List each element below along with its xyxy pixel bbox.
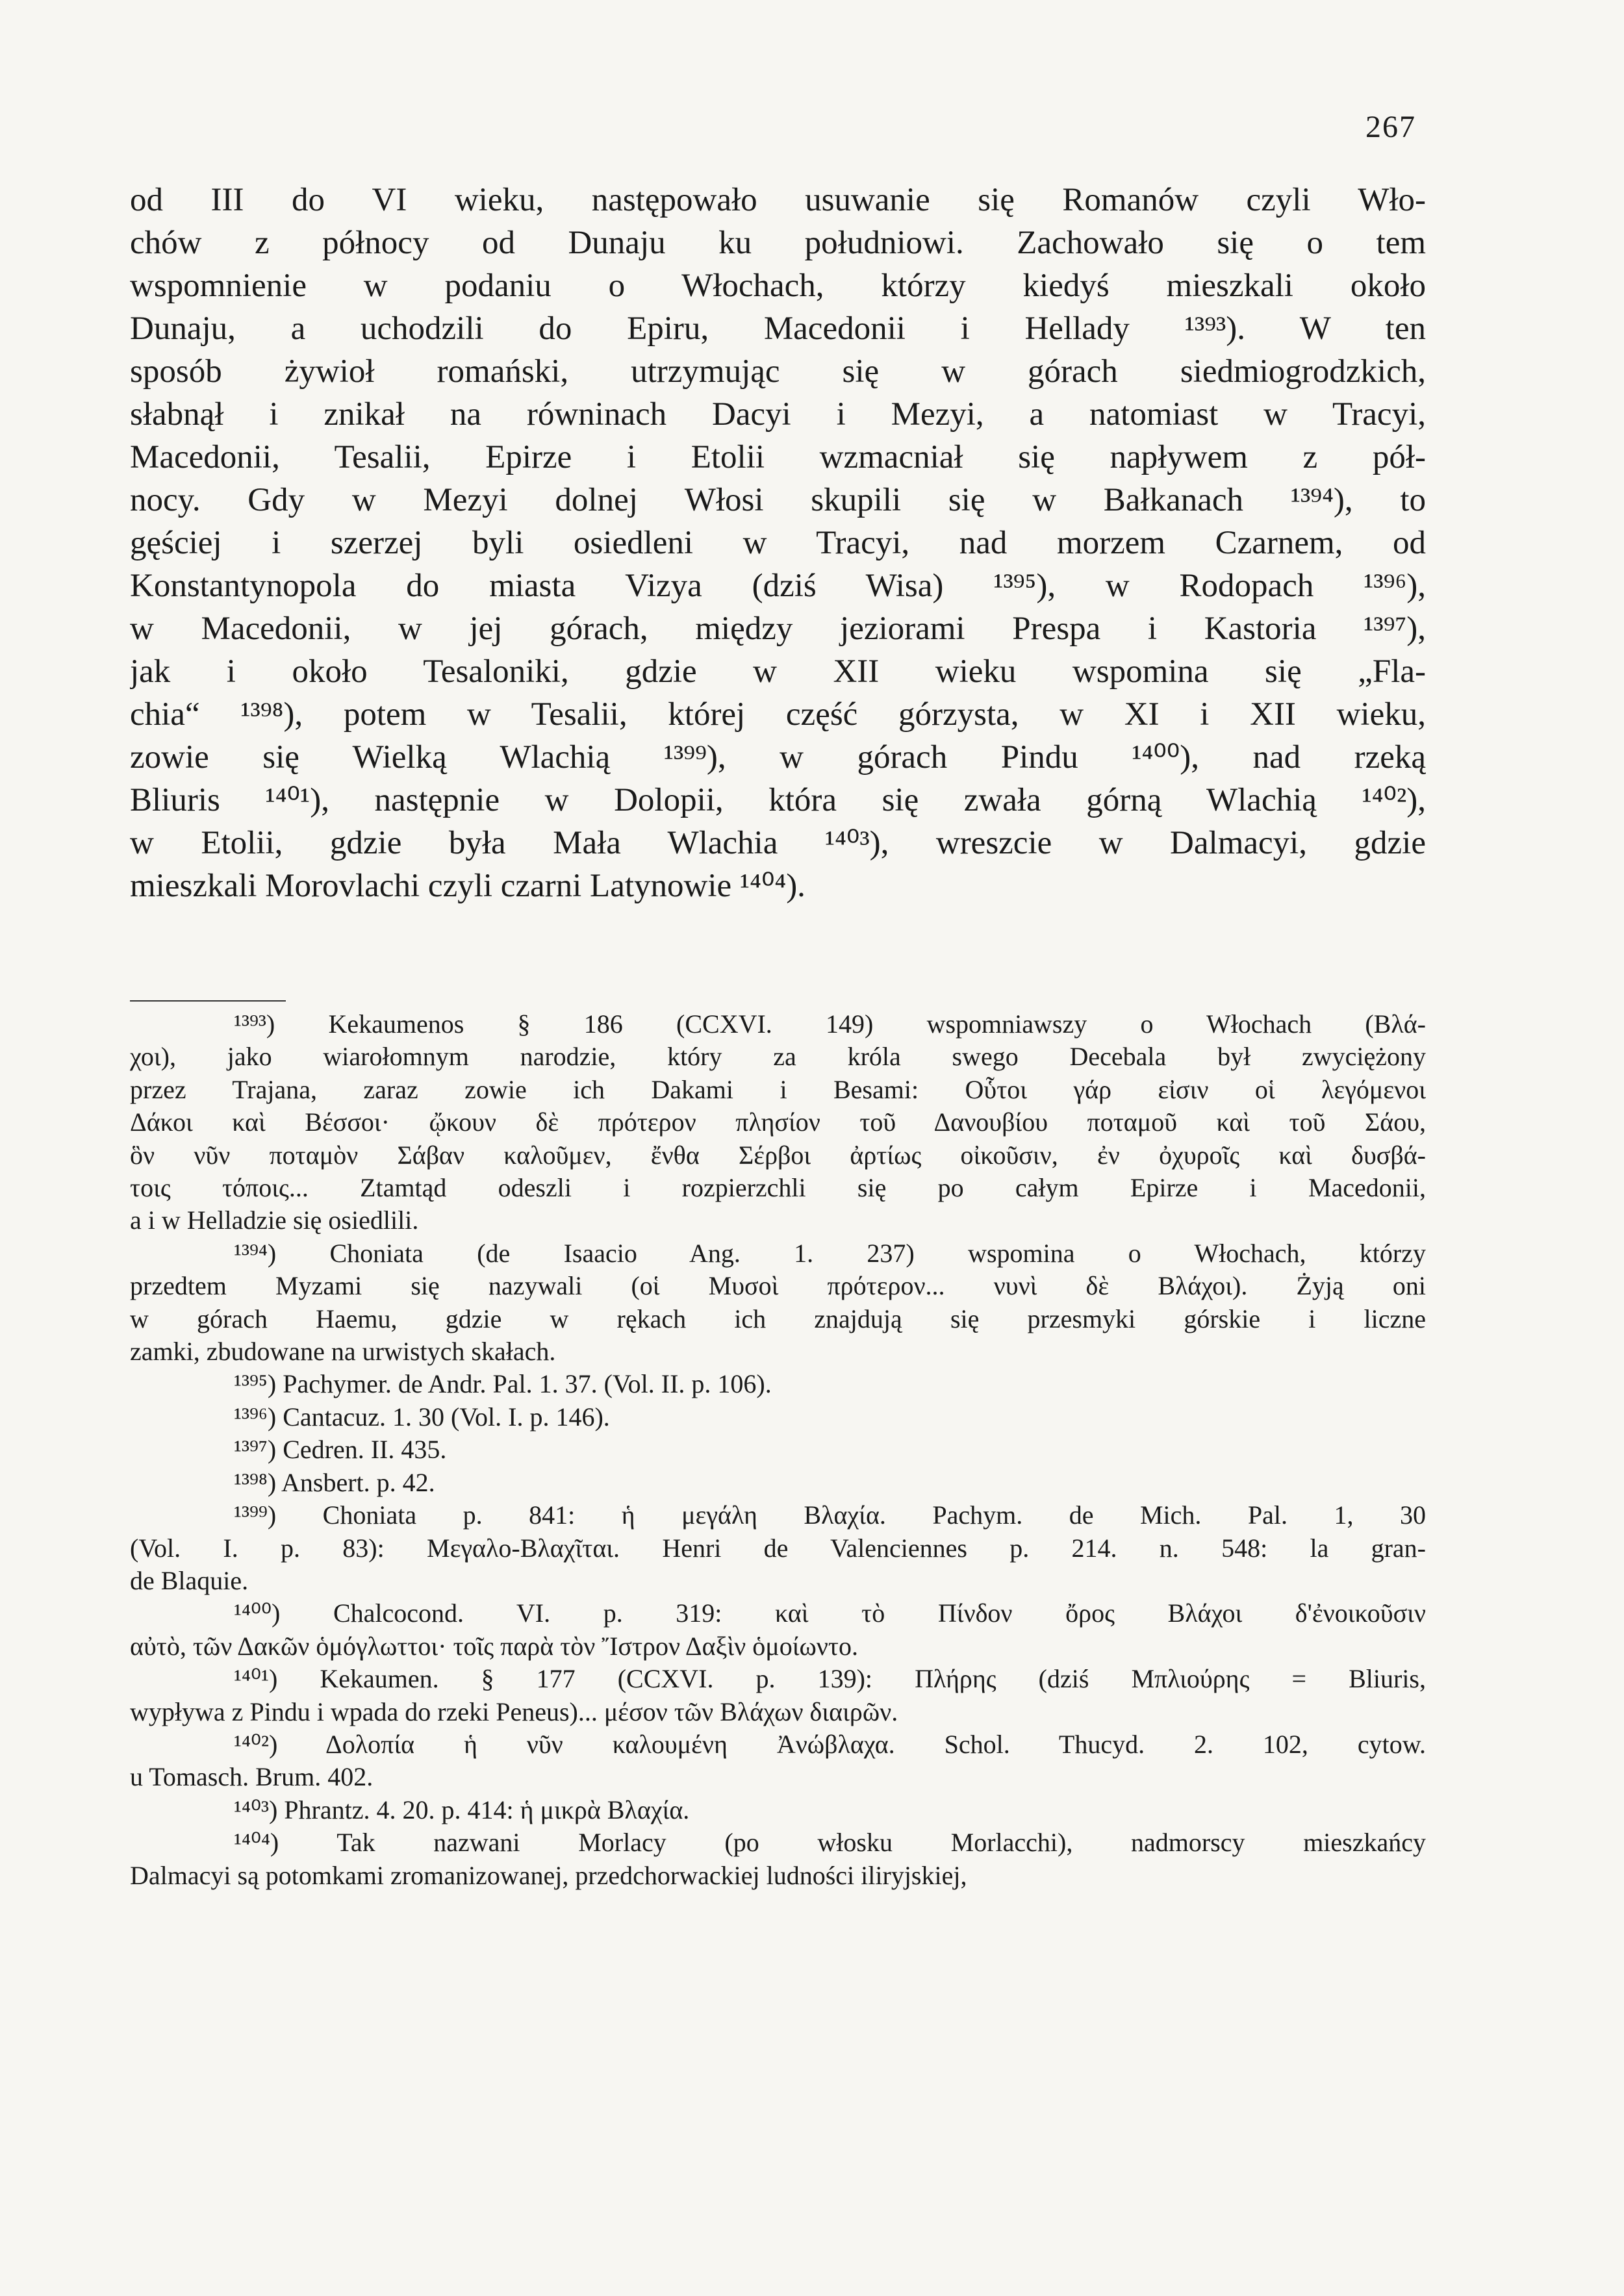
footnote-line: przez Trajana, zaraz zowie ich Dakami i Besami: Οὗτοι γάρ εἰσιν οἱ λεγόμενοι [130,1074,1426,1104]
text-line: chia“ ¹³⁹⁸), potem w Tesalii, której część górzysta, w XI i XII wieku, [130,696,1426,733]
footnote [130,1597,1426,1663]
footnote-line: ¹³⁹⁸) Ansbert. p. 42. [234,1467,435,1497]
text-line: gęściej i szerzej byli osiedleni w Tracyi, nad morzem Czarnem, od [130,525,1426,561]
text-line: chów z północy od Dunaju ku południowi. Zachowało się o tem [130,225,1426,261]
footnote-separator [130,1000,286,1002]
footnote [130,1433,1426,1466]
footnote [130,1467,1426,1499]
footnote-line: ὃν νῦν ποταμὸν Σάβαν καλοῦμεν, ἔνθα Σέρβοι ἀρτίως οἰκοῦσιν, ἐν ὀχυροῖς καὶ δυσβά- [130,1140,1426,1170]
text-line: Konstantynopola do miasta Vizya (dziś Wisa) ¹³⁹⁵), w Rodopach ¹³⁹⁶), [130,568,1426,604]
main-text [130,179,1426,907]
text-line: mieszkali Morovlachi czyli czarni Latynowie ¹⁴⁰⁴). [130,868,806,904]
text-line: Macedonii, Tesalii, Epirze i Etolii wzmacniał się napływem z pół- [130,439,1426,475]
text-line: w Etolii, gdzie była Mała Wlachia ¹⁴⁰³), wreszcie w Dalmacyi, gdzie [130,825,1426,861]
footnote-line: u Tomasch. Brum. 402. [130,1762,374,1792]
footnote [130,1237,1426,1369]
footnote [130,1728,1426,1794]
text-line: nocy. Gdy w Mezyi dolnej Włosi skupili się w Bałkanach ¹³⁹⁴), to [130,482,1426,518]
footnote-line: zamki, zbudowane na urwistych skałach. [130,1337,556,1367]
footnote-line: wypływa z Pindu i wpada do rzeki Peneus)... μέσον τῶν Βλάχων διαιρῶν. [130,1697,898,1726]
footnote [130,1368,1426,1400]
footnote [130,1826,1426,1892]
page-number: 267 [1365,110,1416,144]
text-line: od III do VI wieku, następowało usuwanie się Romanów czyli Wło- [130,182,1426,218]
footnote-line: (Vol. I. p. 83): Μεγαλο-Βλαχῖται. Henri de Valenciennes p. 214. n. 548: la gran- [130,1533,1426,1563]
text-line: słabnął i znikał na równinach Dacyi i Mezyi, a natomiast w Tracyi, [130,396,1426,433]
text-line: jak i około Tesaloniki, gdzie w XII wieku wspomina się „Fla- [130,653,1426,690]
footnote-line: w górach Haemu, gdzie w rękach ich znajdują się przesmyki górskie i liczne [130,1304,1426,1333]
footnote-line: Δάκοι καὶ Βέσσοι· ᾤκουν δὲ πρότερον πλησίον τοῦ Δανουβίου ποταμοῦ καὶ τοῦ Σάου, [130,1107,1426,1137]
footnote-line: χοι), jako wiarołomnym narodzie, który za króla swego Decebala był zwyciężony [130,1042,1426,1072]
text-line: Dunaju, a uchodzili do Epiru, Macedonii i Hellady ¹³⁹³). W ten [130,310,1426,347]
footnote-line: a i w Helladzie się osiedlili. [130,1205,419,1235]
text-line: zowie się Wielką Wlachią ¹³⁹⁹), w górach Pindu ¹⁴⁰⁰), nad rzeką [130,739,1426,776]
footnote-line: przedtem Myzami się nazywali (οἱ Μυσοὶ πρότερον... νυνὶ δὲ Βλάχοι). Żyją oni [130,1271,1426,1301]
footnote-line: ¹⁴⁰²) Δολοπία ἡ νῦν καλουμένη Ἀνώβλαχα. Schol. Thucyd. 2. 102, cytow. [234,1729,1426,1759]
footnote-line: αὐτὸ, τῶν Δακῶν ὁμόγλωττοι· τοῖς παρὰ τὸν Ἴστρον Δαξὶν ὁμοίωντο. [130,1631,858,1661]
footnote-line: ¹³⁹⁶) Cantacuz. 1. 30 (Vol. I. p. 146). [234,1402,610,1432]
footnote-line: ¹⁴⁰⁰) Chalcocond. VI. p. 319: καὶ τὸ Πίνδον ὄρος Βλάχοι δ'ἐνοικοῦσιν [234,1598,1426,1628]
footnotes [130,1008,1426,1892]
footnote [130,1008,1426,1237]
footnote-line: ¹⁴⁰³) Phrantz. 4. 20. p. 414: ἡ μικρὰ Βλαχία. [234,1795,690,1824]
text-line: Bliuris ¹⁴⁰¹), następnie w Dolopii, która się zwała górną Wlachią ¹⁴⁰²), [130,782,1426,818]
footnote-line: τοις τόποις... Ztamtąd odeszli i rozpierzchli się po całym Epirze i Macedonii, [130,1173,1426,1203]
footnote [130,1499,1426,1597]
footnote-line: ¹³⁹⁵) Pachymer. de Andr. Pal. 1. 37. (Vol. II. p. 106). [234,1369,772,1399]
footnote [130,1401,1426,1433]
footnote-line: ¹³⁹⁷) Cedren. II. 435. [234,1435,447,1465]
footnote-line: ¹³⁹⁴) Choniata (de Isaacio Ang. 1. 237) wspomina o Włochach, którzy [234,1238,1426,1268]
footnote-line: ¹⁴⁰⁴) Tak nazwani Morlacy (po włosku Morlacchi), nadmorscy mieszkańcy [234,1828,1426,1858]
text-line: w Macedonii, w jej górach, między jeziorami Prespa i Kastoria ¹³⁹⁷), [130,611,1426,647]
footnote-line: ¹⁴⁰¹) Kekaumen. § 177 (CCXVI. p. 139): Πλήρης (dziś Μπλιούρης = Bliuris, [234,1664,1426,1694]
text-line: sposób żywioł romański, utrzymując się w górach siedmiogrodzkich, [130,353,1426,390]
footnote [130,1663,1426,1728]
footnote-line: ¹³⁹³) Kekaumenos § 186 (CCXVI. 149) wspomniawszy o Włochach (Βλά- [234,1009,1426,1039]
footnote [130,1794,1426,1826]
text-line: wspomnienie w podaniu o Włochach, którzy kiedyś mieszkali około [130,268,1426,304]
footnote-line: ¹³⁹⁹) Choniata p. 841: ἡ μεγάλη Βλαχία. Pachym. de Mich. Pal. 1, 30 [234,1500,1426,1530]
footnote-line: de Blaquie. [130,1565,249,1595]
footnote-line: Dalmacyi są potomkami zromanizowanej, przedchorwackiej ludności iliryjskiej, [130,1860,967,1890]
